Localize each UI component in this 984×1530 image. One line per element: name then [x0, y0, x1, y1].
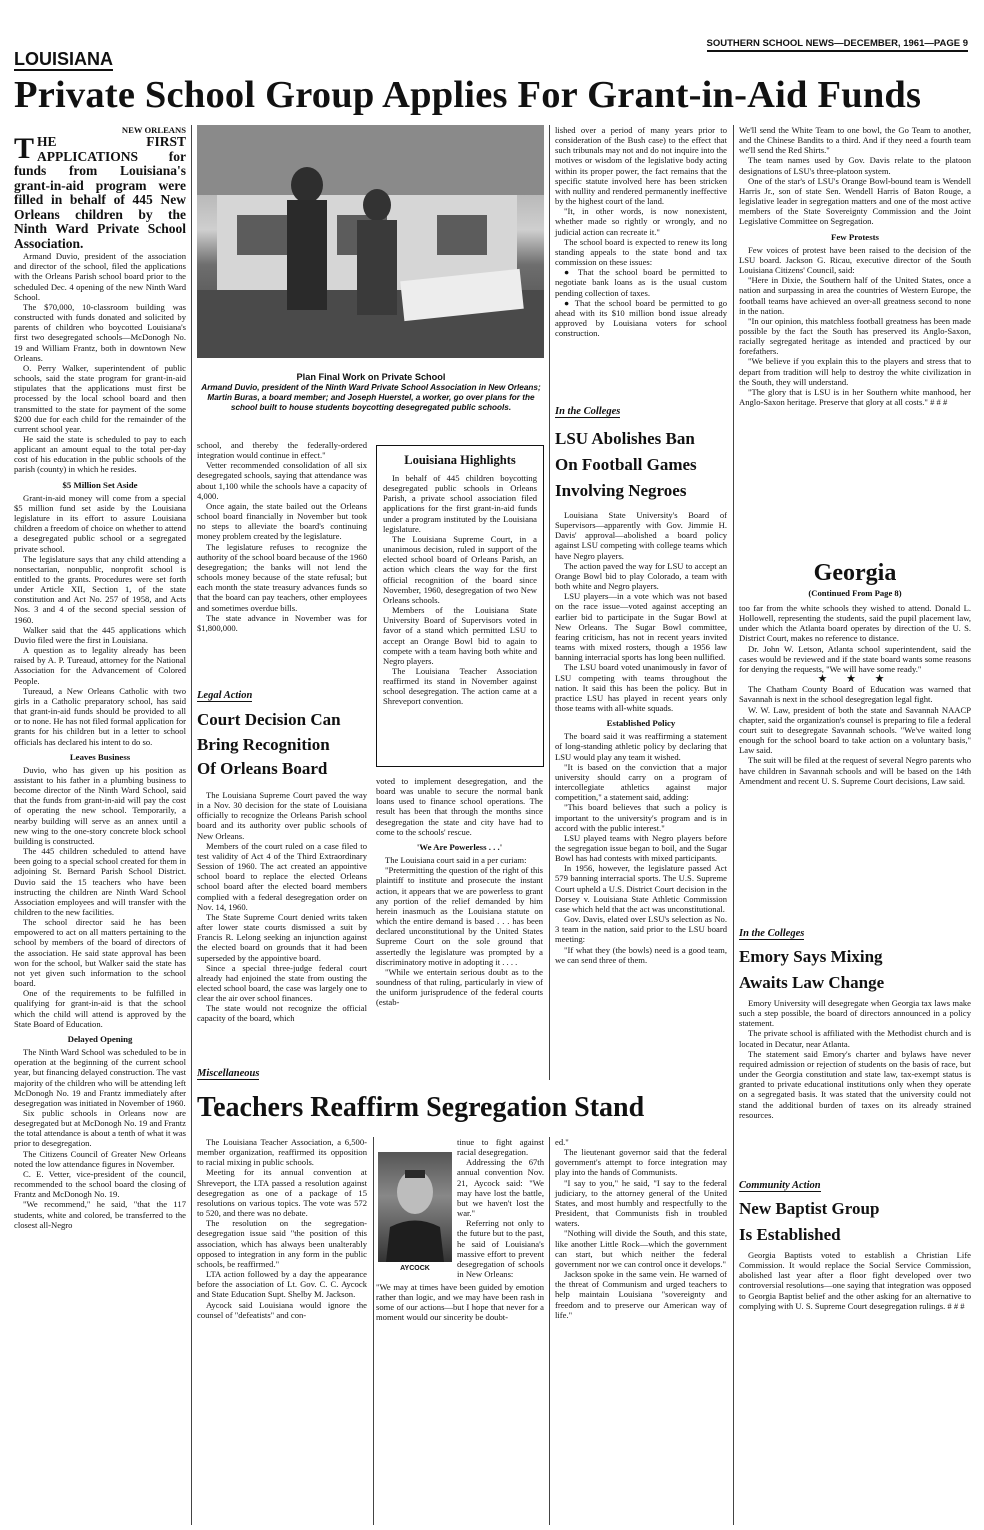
story-paragraph: tinue to fight against racial desegregation. — [457, 1137, 544, 1158]
story-paragraph: Vetter recommended consolidation of all six desegregated schools, saying that attendance was about 1,100 while the schools have a capacity of 4,000. — [197, 460, 367, 501]
teachers-column-3 — [555, 1137, 727, 1525]
story-paragraph: The suit will be filed at the request of several Negro parents who have children in Savannah schools and will be based on the 14th Amendment and recent U. S. Supreme Court decisions, Law said. — [739, 755, 971, 786]
story-paragraph: The Citizens Council of Greater New Orleans noted the low attendance figures in November. — [14, 1148, 186, 1169]
story-paragraph: Tureaud, a New Orleans Catholic with two girls in a Catholic preparatory school, has said that grant-in-aid funds should be provided to all or to none. He has not filed formal application for grants for his children but in a letter to school officials has declared his intent to do so. — [14, 685, 186, 747]
photo-caption — [200, 372, 542, 413]
story-paragraph: The 445 children scheduled to attend have been going to a special school created for them in adjoining St. Bernard Parish School District. Duvio said the 15 teachers who have been instructing the children are Ninth Ward School Association employees and will transfer with the children to the new facilities. — [14, 846, 186, 917]
story-paragraph: The Louisiana Supreme Court paved the way in a Nov. 30 decision for the state of Louisiana officially to recognize the Orleans Parish school board and its authority over public schools of New Orleans. — [197, 790, 367, 841]
story-paragraph: "The glory that is LSU is in her Southern white manhood, her Anglo-Saxon heritage. Preserve that glory at all costs." # # # — [739, 386, 971, 408]
highlights-body — [383, 452, 537, 762]
subhead: Few Protests — [831, 231, 879, 242]
subhead: Delayed Opening — [67, 1033, 133, 1044]
story-paragraph: Gov. Davis, elated over LSU's selection as No. 3 team in the nation, said prior to the LSU board meeting: — [555, 914, 727, 945]
story-paragraph: The resolution on the segregation-desegregation issue said "the position of this association, which has always been unalterably opposed to integration in any form in the public schools, be reaffirmed." — [197, 1218, 367, 1269]
story-paragraph: Referring not only to the future but to the past, he said of Louisiana's massive effort to prevent desegregation of schools in New Orleans: — [457, 1218, 544, 1280]
lsu-story-column — [555, 510, 727, 1082]
emory-headline-line: Emory Says Mixing — [739, 947, 883, 966]
section-tag-misc: Miscellaneous — [197, 1068, 260, 1079]
story-paragraph: "While we entertain serious doubt as to the soundness of that ruling, particularly in view of the uniform jurisprudence of the federal courts (estab- — [376, 966, 543, 1008]
story-paragraph: Louisiana State University's Board of Supervisors—apparently with Gov. Jimmie H. Davis' approval—abolished a board policy against LSU competing with college teams which have Negro players. — [555, 510, 727, 561]
story-paragraph: A question as to legality already has been raised by A. P. Tureaud, attorney for the National Association for the Advancement of Colored People. — [14, 645, 186, 686]
story-paragraph: The school board is expected to renew its long standing appeals to the state bond and tax commission on these issues: — [555, 236, 727, 268]
georgia-headline: Georgia — [813, 560, 897, 586]
section-tag-colleges: In the Colleges — [555, 406, 621, 417]
story-paragraph: O. Perry Walker, superintendent of public schools, said the state program for grant-in-aid stipulates that the applications must first be processed by the local school board and then transmitted to the state for payment of the some $200 due for each child for the remainder of the current school year. — [14, 362, 186, 434]
story-paragraph: Grant-in-aid money will come from a special $5 million fund set aside by the Louisiana legislature in its effort to assure Louisiana children a freedom of choice on whether to attend a desegregated public school or a segregated private school. — [14, 492, 186, 554]
story-paragraph: The LSU board voted unanimously in favor of LSU competing with teams throughout the nation. It said this has been the policy. But in practice LSU has played in recent years only those teams with all-white squads. — [555, 662, 727, 713]
dateline: NEW ORLEANS — [121, 125, 186, 135]
story-paragraph: W. W. Law, president of both the state and Savannah NAACP chapter, said the organization's counsel is preparing to file a federal court suit to desegregate Savannah schools. "We've waited long enough for the school board to take action on a voluntary basis," Law said. — [739, 704, 971, 756]
georgia-story-column — [739, 603, 971, 921]
school-photo — [197, 125, 544, 358]
court-headline-line: Bring Recognition — [197, 734, 330, 754]
story-paragraph: The Ninth Ward School was scheduled to be in operation at the beginning of the current school year, but financing delayed construction. The vast majority of the children who will be attending left McDonogh No. 19 and Frantz immediately after desegregation was initiated in November of 1960. — [14, 1047, 186, 1108]
story-paragraph: Walker said that the 445 applications which Duvio filed were the first in Louisiana. — [14, 624, 186, 645]
story-paragraph: Armand Duvio, president of the association and director of the school, filed the applications with the Orleans Parish school board prior to the scheduled Dec. 4 opening of the new Ninth Ward School. — [14, 251, 186, 302]
court-headline — [197, 708, 369, 782]
photo-caption-title: Plan Final Work on Private School — [296, 372, 446, 382]
story-paragraph: Duvio, who has given up his position as assistant to his father in a plumbing business to become director of the Ninth Ward School, said that the funds from grant-in-aid will pay the cost of operating the new school. Temporarily, a nearby building will serve as an annex until a new wing to the one-story concrete block school building is constructed. — [14, 764, 186, 846]
lead-paragraph: HE FIRST APPLICATIONS for funds from Louisiana's grant-in-aid program were filled in behalf of 445 New Orleans children by the Ninth Ward Private School Association. — [14, 134, 186, 251]
baptist-headline-line: Is Established — [739, 1225, 841, 1244]
teachers-column-1 — [197, 1137, 367, 1525]
story-paragraph: The Chatham County Board of Education was warned that Savannah is next in the school desegregation legal fight. — [739, 684, 971, 705]
section-break-stars: ★ ★ ★ — [817, 673, 893, 686]
page-folio: SOUTHERN SCHOOL NEWS—DECEMBER, 1961—PAGE 9 — [707, 38, 968, 52]
lsu-headline-line: Involving Negroes — [555, 481, 687, 500]
story-paragraph: One of the requirements to be fulfilled in qualifying for grant-in-aid is that the school which the child will attend is approved by the State Board of Education. — [14, 988, 186, 1029]
story-paragraph: Once again, the state bailed out the Orleans school board financially in November but took no steps to alleviate the board's continuing money problem created by the legislature. — [197, 500, 367, 542]
story-paragraph: Since a special three-judge federal court already had enjoined the state from ousting the elected school board, the case was largely one to clear the air over school finances. — [197, 962, 367, 1004]
highlights-paragraph: Members of the Louisiana State University Board of Supervisors voted in favor of a stand which permitted LSU to accept an Orange Bowl bid to again to compete with a team having both white and Negro players. — [383, 605, 537, 666]
story-paragraph: The action paved the way for LSU to accept an Orange Bowl bid to play Colorado, a team with both white and Negro players. — [555, 560, 727, 592]
story-paragraph: voted to implement desegregation, and the board was unable to secure the normal bank loans used to finance school operations. The result has been that through the months since desegregation the state and city have had to come to the schools' rescue. — [376, 776, 543, 837]
court-story-column-1 — [197, 790, 367, 1058]
main-headline: Private School Group Applies For Grant-in-Aid Funds — [14, 74, 922, 116]
story-paragraph: Georgia Baptists voted to establish a Christian Life Commission. It would replace the Social Service Commission, abolished last year after a floor fight developed over two controversial resolutions—one saying that integration was opposed to Georgia Baptist belief and the other asking for an alternative to complying with U. S. Supreme Court desegregation rulings. # # # — [739, 1250, 971, 1311]
highlights-paragraph: In behalf of 445 children boycotting desegregated public schools in Orleans Parish, a private school association filed applications for the first grant-in-aid funds under a program instituted by the Louisiana legislature. — [383, 473, 537, 534]
section-tag-legal: Legal Action — [197, 690, 253, 701]
story-paragraph: "It is based on the conviction that a major university should carry on a program of intercollegiate athletics against major competition," a statement said, adding: — [555, 761, 727, 803]
baptist-headline — [739, 1196, 974, 1248]
story-paragraph: "This board believes that such a policy is important to the university's program and is in accord with the public interest." — [555, 802, 727, 833]
story-paragraph: Members of the court ruled on a case filed to test validity of Act 4 of the Third Extraordinary Session of 1960. The act created an appointive school board to replace the elected Orleans school board after the elected board members complied with a federal desegregation order on Nov. 14, 1960. — [197, 840, 367, 912]
teachers-headline: Teachers Reaffirm Segregation Stand — [197, 1092, 645, 1123]
court-headline-line: Of Orleans Board — [197, 759, 328, 778]
story-paragraph: The Louisiana Teacher Association, a 6,500-member organization, reaffirmed its opposition to racial mixing in public schools. — [197, 1137, 367, 1168]
georgia-continued-note: (Continued From Page 8) — [808, 588, 902, 598]
portrait-label: AYCOCK — [400, 1265, 430, 1272]
highlights-paragraph: The Louisiana Supreme Court, in a unanimous decision, ruled in support of the elected school board of Orleans Parish, an action which clears the way for the first official recognition of the board since November, 1960, desegregation of two New Orleans schools. — [383, 533, 537, 605]
story-paragraph: Meeting for its annual convention at Shreveport, the LTA passed a resolution against desegregation as one of a package of 15 resolutions on various topics. The vote was 572 to 520, and there was no debate. — [197, 1167, 367, 1219]
story-paragraph: "We may at times have been guided by emotion rather than logic, and we may have been rash in some of our actions—but I hope that never for a moment would our sincerity be doubt- — [376, 1282, 544, 1323]
story-paragraph: Emory University will desegregate when Georgia tax laws make such a step possible, the board of directors announced in a policy statement. — [739, 998, 971, 1029]
story-paragraph: LTA action followed by a day the appearance before the association of Lt. Gov. C. C. Aycock and State Education Supt. Shelby M. Jackson. — [197, 1269, 367, 1300]
photo-caption-text: Armand Duvio, president of the Ninth Ward Private School Association in New Orleans; Martin Buras, a board member; and Joseph Huerstel, a worker, go over plans for the school built to house students boycotting desegregated public schools. — [201, 383, 541, 412]
story-paragraph: too far from the white schools they wished to attend. Donald L. Hollowell, representing the students, said the pupil placement law, under which the Atlanta board operates by direction of the U. S. District Court, makes no reference to distance. — [739, 603, 971, 644]
highlights-box — [376, 445, 544, 767]
section-tag-colleges: In the Colleges — [739, 928, 805, 939]
story-paragraph: "Pretermitting the question of the right of this plaintiff to institute and prosecute the instant action, it appears that we are powerless to grant any portion of the relief demanded by him herein inasmuch as the Louisiana statute on which the entire demand is based . . . has been declared unconstitutional by the United States Supreme Court on the sole ground that assertedly the legislature was prompted by a discriminatory motive in adopting it . . . . — [376, 865, 543, 967]
story-paragraph: The State Supreme Court denied writs taken after lower state courts dismissed a suit by Francis R. Lelong seeking an injunction against the elected board on grounds that it had been superseded by the appointive board. — [197, 911, 367, 963]
baptist-headline-line: New Baptist Group — [739, 1199, 880, 1218]
story-paragraph: The board said it was reaffirming a statement of long-standing athletic policy by declaring that LSU would play any team it wished. — [555, 731, 727, 762]
emory-headline-line: Awaits Law Change — [739, 973, 885, 992]
story-paragraph: The lieutenant governor said that the federal government's attempt to force integration may play into the hands of Communists. — [555, 1147, 727, 1178]
story-paragraph: The Louisiana court said in a per curiam: — [385, 855, 527, 866]
main-story-continuation — [197, 440, 367, 665]
story-paragraph: The state advance in November was for $1,800,000. — [197, 612, 367, 633]
story-paragraph: The legislature refuses to recognize the authority of the school board because of the 1960 desegregation; the banks will not lend the schools money because of the state refusal; but each month the state treasury advances funds so that the board can pay teachers, other employees and sometimes overdue bills. — [197, 541, 367, 613]
story-paragraph: "We believe if you explain this to the players and stress that to depart from tradition will help to destroy the white civilization in the South, they will understand. — [739, 356, 971, 387]
story-paragraph: "We recommend," he said, "that the 117 students, white and colored, be transferred to the closest all-Negro — [14, 1199, 186, 1230]
story-paragraph: The statement said Emory's charter and bylaws have never required admission or rejection of students on the basis of race, but under the Georgia constitution and state law, tax-exempt status is granted to private educational institutions only when they operate on a segregated basis. It was stated that the university could not stand the additional burden of taxes on its already strained resources. — [739, 1048, 971, 1120]
portrait-illustration — [378, 1152, 452, 1262]
subhead: Leaves Business — [69, 751, 131, 762]
section-tag-community: Community Action — [739, 1180, 821, 1191]
story-paragraph: "If what they (the bowls) need is a good team, we can send three of them. — [555, 944, 727, 965]
story-paragraph: ed." — [555, 1137, 569, 1147]
story-paragraph: Jackson spoke in the same vein. He warned of the threat of Communism and urged teachers to help maintain Louisiana "sovereignty and freedom and to preserve our American way of life." — [555, 1269, 727, 1320]
photo-illustration — [197, 125, 544, 358]
lsu-headline — [555, 426, 730, 504]
baptist-story-column — [739, 1250, 971, 1360]
story-paragraph: The legislature says that any child attending a nonsectarian, nonpublic, nonprofit school is entitled to the grants. Procedures were set forth under Article XII, Section 1, of the state constitution and Act No. 257 of 1958, and Acts Nos. 3 and 4 of the second special session of 1960. — [14, 553, 186, 625]
story-paragraph: In 1956, however, the legislature passed Act 579 banning interracial sports. The U.S. Supreme Court upheld a U.S. District Court decision in the Dorsey v. Louisiana State Athletic Commission case which held that the act was unconstitutional. — [555, 863, 727, 914]
aycock-portrait — [378, 1152, 452, 1262]
story-paragraph: C. E. Vetter, vice-president of the council, recommended to the school board the closing of Frantz and McDonogh No. 19. — [14, 1168, 186, 1200]
story-paragraph: The private school is affiliated with the Methodist church and is located in Decatur, near Atlanta. — [739, 1028, 971, 1049]
story-paragraph: lished over a period of many years prior to consideration of the Bush case) to the effect that such tribunals may not and do not inquire into the motives or wisdom of the legislative body acting within its proper power, the fact remains that the specific statute involved here has been stricken with nullity and rendered permanently ineffective by the highest court of the land. — [555, 125, 727, 207]
story-paragraph: LSU played teams with Negro players before the segregation issue began to boil, and the Sugar Bowl has had contests with mixed participants. — [555, 832, 727, 864]
teachers-column-2b — [376, 1282, 544, 1525]
story-paragraph: Six public schools in Orleans now are desegregated but at McDonogh No. 19 and Frantz the total attendance is about a tenth of what it was prior to desegregation. — [14, 1107, 186, 1149]
drop-cap: T — [14, 132, 35, 166]
story-paragraph: The state would not recognize the official capacity of the board, which — [197, 1003, 367, 1024]
story-paragraph: The team names used by Gov. Davis relate to the platoon designations of LSU's three-platoon system. — [739, 155, 971, 176]
story-paragraph: "In our opinion, this matchless football greatness has been made possible by the fact the South has preserved its Anglo-Saxon, racially segregated heritage as intended and practiced by our forefathers. — [739, 315, 971, 357]
main-story-column — [14, 125, 186, 1525]
lsu-headline-line: On Football Games — [555, 455, 697, 474]
story-paragraph: Addressing the 67th annual convention Nov. 21, Aycock said: "We may have lost the battle, but we haven't lost the war." — [457, 1157, 544, 1219]
story-paragraph: We'll send the White Team to one bowl, the Go Team to another, and the Chinese Bandits to a third. And if they need a fourth team we'll send the Red Shirts." — [739, 125, 971, 156]
emory-headline — [739, 944, 974, 996]
court-story-column-2 — [376, 776, 543, 1081]
story-paragraph: "I say to you," he said, "I say to the federal judiciary, to the attorney general of the United States, and most humbly and respectfully to the President, that Communists fish in troubled waters. — [555, 1177, 727, 1229]
emory-story-column — [739, 998, 971, 1176]
story-paragraph: ● That the school board be permitted to negotiate bank loans as is the usual custom pending collection of taxes. — [555, 267, 727, 298]
story-paragraph: The $70,000, 10-classroom building was constructed with funds donated and solicited by parents of children who boycotted Louisiana's first two desegregated schools—McDonogh No. 19 and William Frantz, both in downtown New Orleans. — [14, 301, 186, 363]
story-paragraph: LSU players—in a vote which was not based on the race issue—voted against accepting an earlier bid to participate in the Sugar Bowl at New Orleans. The Sugar Bowl committee, fearing criticism, has not in recent years invited teams with mixed rosters, though a 1956 law banning interracial sports has long been nullified. — [555, 591, 727, 663]
highlights-title: Louisiana Highlights — [404, 453, 516, 467]
story-paragraph: ● That the school board be permitted to go ahead with its $10 million bond issue already approved by Louisiana voters for school construction. — [555, 297, 727, 339]
story-paragraph: He said the state is scheduled to pay to each applicant an amount equal to the total per-day cost of his education in the public schools of the parish (county) in which he resides. — [14, 433, 186, 475]
story-paragraph: Aycock said Louisiana would ignore the counsel of "defeatists" and con- — [197, 1299, 367, 1320]
story-paragraph: "It, in other words, is now nonexistent, whether made so rightly or wrongly, and no judicial action can recreate it." — [555, 206, 727, 237]
court-story-continuation — [555, 125, 727, 395]
story-paragraph: Dr. John W. Letson, Atlanta school superintendent, said the cases would be reviewed and if the state board wants some reasons for denying the requests, "We will have some ready." — [739, 643, 971, 674]
subhead: Established Policy — [606, 718, 676, 729]
section-label: LOUISIANA — [14, 49, 113, 69]
highlights-paragraph: The Louisiana Teacher Association reaffirmed its stand in November against school desegregation. The action came at a Shreveport convention. — [383, 665, 537, 707]
story-paragraph: The school director said he has been empowered to act on all matters pertaining to the school by members of the board of directors of the association. He said state approval has been won for the school, but Walker said the state has not yet given such information to the school board. — [14, 917, 186, 989]
story-paragraph: "Here in Dixie, the Southern half of the United States, once a nation and surpassing in area the countries of Western Europe, the football teams have achieved an over-all greatness second to none in the nation. — [739, 275, 971, 316]
lsu-headline-line: LSU Abolishes Ban — [555, 429, 695, 448]
lsu-story-continuation — [739, 125, 971, 550]
story-paragraph: "Nothing will divide the South, and this state, like another Little Rock—which the government can start, but which neither the federal government nor we can control once it develops." — [555, 1228, 727, 1269]
story-paragraph: Few voices of protest have been raised to the decision of the LSU board. Jackson G. Ricau, executive director of the South Louisiana Citizens' Council, said: — [739, 244, 971, 276]
subhead: $5 Million Set Aside — [62, 479, 138, 490]
teachers-column-2a — [457, 1137, 544, 1280]
story-paragraph: One of the star's of LSU's Orange Bowl-bound team is Wendell Harris Jr., son of state Sen. Wendell Harris of Baton Rouge, a legislative leader in segregation matters and one of the most active members of the State Sovereignty Commission and the Joint Legislative Committee on Segregation. — [739, 175, 971, 227]
subhead: 'We Are Powerless . . .' — [416, 841, 503, 852]
court-headline-line: Court Decision Can — [197, 710, 341, 729]
story-paragraph: school, and thereby the federally-ordered integration would continue in effect." — [197, 440, 367, 461]
